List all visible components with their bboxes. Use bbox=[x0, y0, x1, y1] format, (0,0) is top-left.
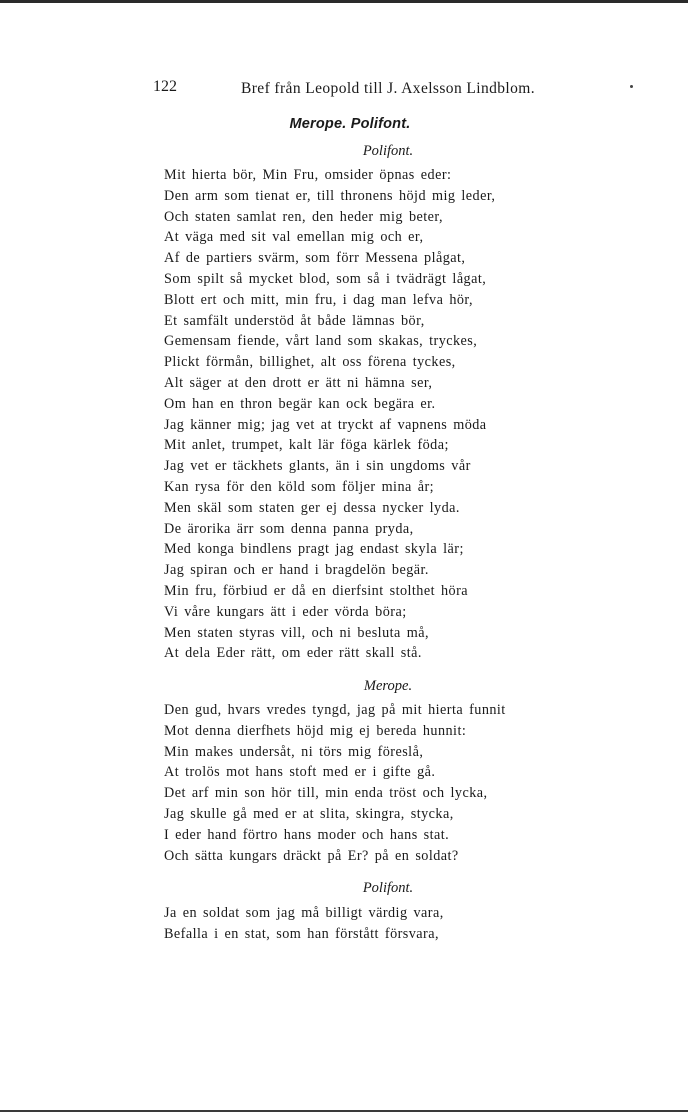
verse-line: Vi våre kungars ätt i eder vörda böra; bbox=[164, 603, 407, 620]
verse-line: Som spilt så mycket blod, som så i tvädrägt lågat, bbox=[164, 270, 487, 287]
verse-line: Plickt förmån, billighet, alt oss förena tyckes, bbox=[164, 354, 456, 371]
verse-line: I eder hand förtro hans moder och hans stat. bbox=[164, 826, 450, 843]
verse-line: Et samfält understöd åt både lämnas bör, bbox=[164, 312, 425, 329]
margin-speck bbox=[630, 85, 633, 88]
speaker-name: Polifont. bbox=[362, 143, 414, 159]
verse-line: Med konga bindlens pragt jag endast skyla lär; bbox=[164, 541, 464, 558]
verse-line: Befalla i en stat, som han förstått försvara, bbox=[164, 925, 439, 942]
verse-line: Den gud, hvars vredes tyngd, jag på mit hierta funnit bbox=[164, 702, 506, 718]
page-number: 122 bbox=[153, 78, 177, 95]
verse-line: Blott ert och mitt, min fru, i dag man lefva hör, bbox=[164, 291, 474, 308]
verse-line: Om han en thron begär kan ock begära er. bbox=[164, 395, 436, 412]
verse-line: Och sätta kungars dräckt på Er? på en soldat? bbox=[164, 847, 459, 864]
verse-line: Jag spiran och er hand i bragdelön begär. bbox=[164, 562, 429, 579]
verse-line: Mot denna dierfhets höjd mig ej bereda hunnit: bbox=[164, 722, 467, 739]
verse-line: Af de partiers svärm, som förr Messena plågat, bbox=[164, 250, 466, 267]
verse-line: Min makes undersåt, ni törs mig föreslå, bbox=[164, 743, 424, 760]
verse-line: Mit anlet, trumpet, kalt lär föga kärlek föda; bbox=[164, 437, 449, 454]
speaker-name: Merope. bbox=[363, 678, 413, 694]
speech-polifont-1 bbox=[164, 165, 564, 664]
speaker-name: Polifont. bbox=[362, 880, 414, 896]
speech-polifont-2 bbox=[164, 903, 564, 945]
bottom-edge-rule bbox=[0, 1110, 688, 1112]
running-head: Bref från Leopold till J. Axelsson Lindblom. bbox=[241, 80, 535, 97]
verse-line: Alt säger at den drott er ätt ni hämna ser, bbox=[164, 374, 433, 391]
verse-line: At väga med sit val emellan mig och er, bbox=[164, 229, 424, 246]
verse-line: Kan rysa för den köld som följer mina år; bbox=[164, 478, 435, 495]
top-edge-rule bbox=[0, 0, 688, 3]
verse-line: Den arm som tienat er, till thronens höjd mig leder, bbox=[164, 187, 496, 204]
speech-merope bbox=[164, 700, 564, 866]
verse-line: Det arf min son hör till, min enda tröst och lycka, bbox=[164, 785, 488, 802]
verse-line: Men skäl som staten ger ej dessa nycker lyda. bbox=[164, 499, 460, 516]
verse-line: At dela Eder rätt, om eder rätt skall stå. bbox=[164, 645, 422, 662]
verse-line: Och staten samlat ren, den heder mig beter, bbox=[164, 208, 443, 225]
verse-line: Gemensam fiende, vårt land som skakas, tryckes, bbox=[164, 333, 478, 350]
verse-line: Jag skulle gå med er at slita, skingra, stycka, bbox=[164, 805, 454, 822]
verse-line: Men staten styras vill, och ni besluta må, bbox=[164, 624, 429, 641]
verse-line: Mit hierta bör, Min Fru, omsider öpnas eder: bbox=[164, 167, 452, 183]
verse-line: Jag vet er täckhets glants, än i sin ungdoms vår bbox=[164, 458, 471, 475]
scene-title: Merope. Polifont. bbox=[289, 116, 411, 132]
verse-line: At trolös mot hans stoft med er i gifte gå. bbox=[164, 764, 436, 781]
verse-line: Jag känner mig; jag vet at tryckt af vapnens möda bbox=[164, 416, 487, 433]
verse-line: Ja en soldat som jag må billigt värdig vara, bbox=[164, 905, 444, 921]
page-header bbox=[153, 78, 563, 100]
verse-line: De ärorika ärr som denna panna pryda, bbox=[164, 520, 414, 537]
verse-line: Min fru, förbiud er då en dierfsint stolthet höra bbox=[164, 582, 468, 599]
